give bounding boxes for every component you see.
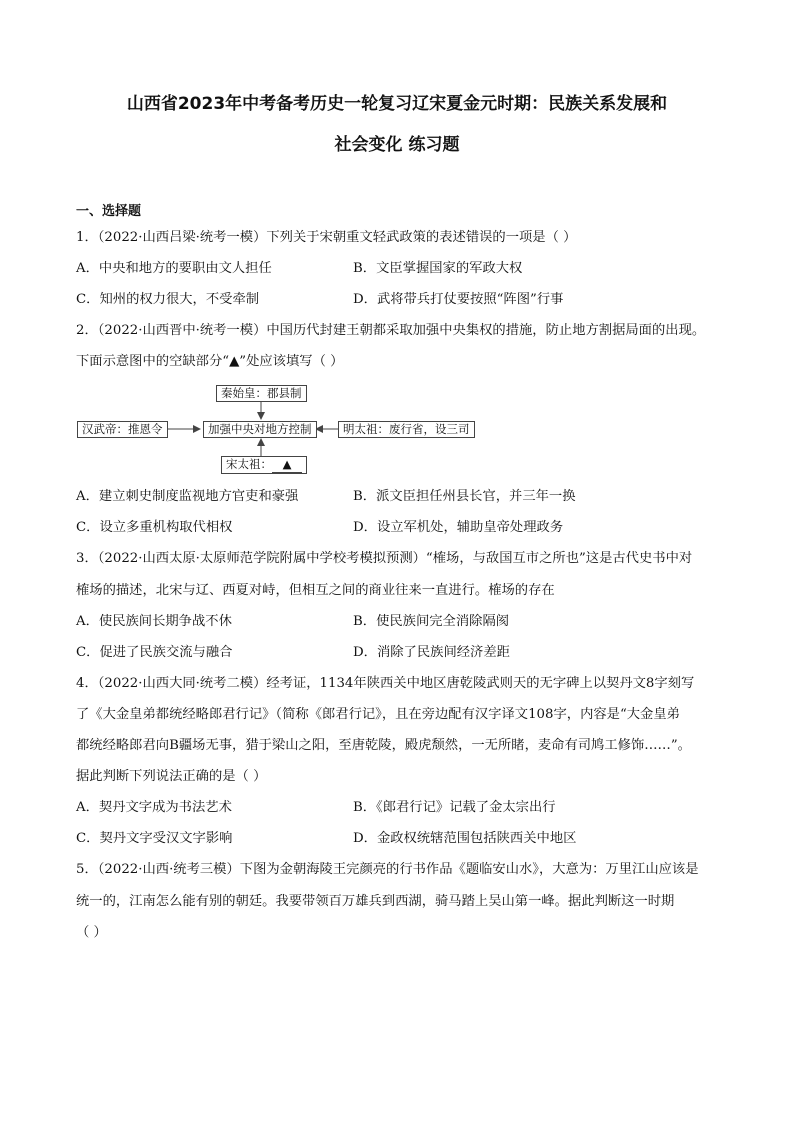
- diagram-box-left: 汉武帝：推恩令: [77, 421, 168, 438]
- q2-option-d: D．设立军机处，辅助皇帝处理政务: [353, 520, 564, 535]
- q2-option-b: B．派文臣担任州县长官，并三年一换: [353, 489, 576, 504]
- q4-option-d: D．金政权统辖范围包括陕西关中地区: [353, 831, 577, 846]
- page-title: 山西省2023年中考备考历史一轮复习辽宋夏金元时期：民族关系发展和: [126, 94, 668, 114]
- q1-stem: 1．（2022·山西吕梁·统考一模）下列关于宋朝重文轻武政策的表述错误的一项是（ ）: [76, 230, 577, 245]
- q1-option-b: B．文臣掌握国家的军政大权: [353, 261, 523, 276]
- q5-stem-line2: 统一的，江南怎么能有别的朝廷。我要带领百万雄兵到西湖，骑马踏上吴山第一峰。据此判断这一时期: [76, 894, 675, 909]
- q4-stem-line3: 都统经略郎君向B疆场无事，猎于梁山之阳，至唐乾陵，殿虎颓然，一无所睹，麦命有司鸠工修饰……”。: [76, 738, 691, 753]
- page-subtitle: 社会变化 练习题: [334, 135, 460, 155]
- q3-option-c: C．促进了民族交流与融合: [76, 645, 233, 660]
- q5-stem-line1: 5．（2022·山西·统考三模）下图为金朝海陵王完颜亮的行书作品《题临安山水》，大意为：万里江山应该是: [76, 862, 699, 877]
- q3-option-d: D．消除了民族间经济差距: [353, 645, 510, 660]
- centralization-diagram: [76, 384, 470, 476]
- q1-option-c: C．知州的权力很大，不受牵制: [76, 292, 260, 307]
- q4-option-b: B．《郎君行记》记载了金太宗出行: [353, 800, 556, 815]
- q2-option-a: A．建立刺史制度监视地方官吏和豪强: [76, 489, 299, 504]
- q4-stem-line2: 了《大金皇弟都统经略郎君行记》（简称《郎君行记》，且在旁边配有汉字译文108字，内容是“大金皇弟: [76, 707, 680, 722]
- q3-stem-line1: 3．（2022·山西太原·太原师范学院附属中学校考模拟预测）“榷场，与敌国互市之所也”这是古代史书中对: [76, 551, 693, 566]
- q4-stem-line1: 4．（2022·山西大同·统考二模）经考证，1134年陕西关中地区唐乾陵武则天的无字碑上以契丹文8字刻写: [76, 676, 695, 691]
- diagram-box-center: 加强中央对地方控制: [203, 421, 317, 438]
- q1-option-d: D．武将带兵打仗要按照“阵图”行事: [353, 292, 564, 307]
- diagram-box-bottom: [221, 456, 307, 474]
- diagram-blank-triangle: ▲: [272, 457, 302, 473]
- diagram-box-top: 秦始皇：郡县制: [216, 385, 307, 402]
- q2-option-c: C．设立多重机构取代相权: [76, 520, 233, 535]
- q3-stem-line2: 榷场的描述，北宋与辽、西夏对峙，但相互之间的商业往来一直进行。榷场的存在: [76, 583, 555, 598]
- q3-option-b: B．使民族间完全消除隔阂: [353, 614, 510, 629]
- q2-stem-line2: 下面示意图中的空缺部分“▲”处应该填写（ ）: [76, 354, 344, 369]
- diagram-box-right: 明太祖：废行省，设三司: [338, 421, 475, 438]
- q4-option-c: C．契丹文字受汉文字影响: [76, 831, 233, 846]
- q4-stem-line4: 据此判断下列说法正确的是（ ）: [76, 769, 267, 784]
- q2-stem-line1: 2．（2022·山西晋中·统考一模）中国历代封建王朝都采取加强中央集权的措施，防止地方割据局面的出现。: [76, 323, 706, 338]
- diagram-bottom-label: 宋太祖：: [226, 457, 272, 471]
- q4-option-a: A．契丹文字成为书法艺术: [76, 800, 232, 815]
- q5-stem-line3: （ ）: [76, 925, 107, 940]
- q3-option-a: A．使民族间长期争战不休: [76, 614, 232, 629]
- q1-option-a: A．中央和地方的要职由文人担任: [76, 261, 272, 276]
- section-heading: 一、选择题: [76, 204, 142, 219]
